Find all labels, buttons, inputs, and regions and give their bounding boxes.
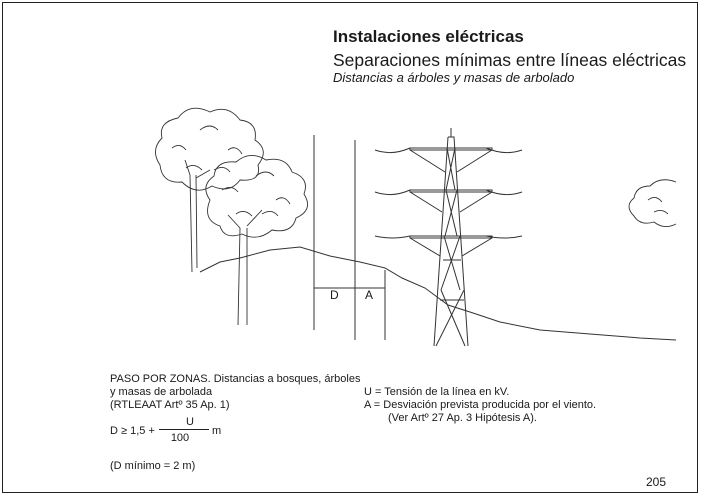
page-number: 205 xyxy=(646,475,667,489)
formula-unit: m xyxy=(212,425,222,437)
text-line-1: PASO POR ZONAS. Distancias a bosques, árboles xyxy=(110,373,361,385)
legend-u: U = Tensión de la línea en kV. xyxy=(364,386,510,398)
minimum-note: (D mínimo = 2 m) xyxy=(110,460,196,472)
page-subtitle: Separaciones mínimas entre líneas eléctricas xyxy=(333,50,687,70)
tree-right-edge xyxy=(629,180,676,227)
distance-label-d: D xyxy=(330,288,339,302)
formula-numerator: U xyxy=(186,416,194,428)
distance-label-a: A xyxy=(365,288,374,302)
fraction-bar xyxy=(159,429,209,430)
legend-a: A = Desviación prevista producida por el viento. xyxy=(364,399,597,411)
page-title: Instalaciones eléctricas xyxy=(333,27,524,46)
transmission-tower xyxy=(410,128,492,346)
formula-denominator: 100 xyxy=(170,432,190,444)
legend-reference: (Ver Artº 27 Ap. 3 Hipótesis A). xyxy=(388,412,537,424)
text-line-2: y masas de arbolada xyxy=(110,386,213,398)
tree-middle xyxy=(206,155,308,325)
page-caption: Distancias a árboles y masas de arbolado xyxy=(333,70,575,85)
formula-lhs: D ≥ 1,5 + xyxy=(110,425,155,437)
text-line-3: (RTLEAAT Artº 35 Ap. 1) xyxy=(110,399,230,411)
